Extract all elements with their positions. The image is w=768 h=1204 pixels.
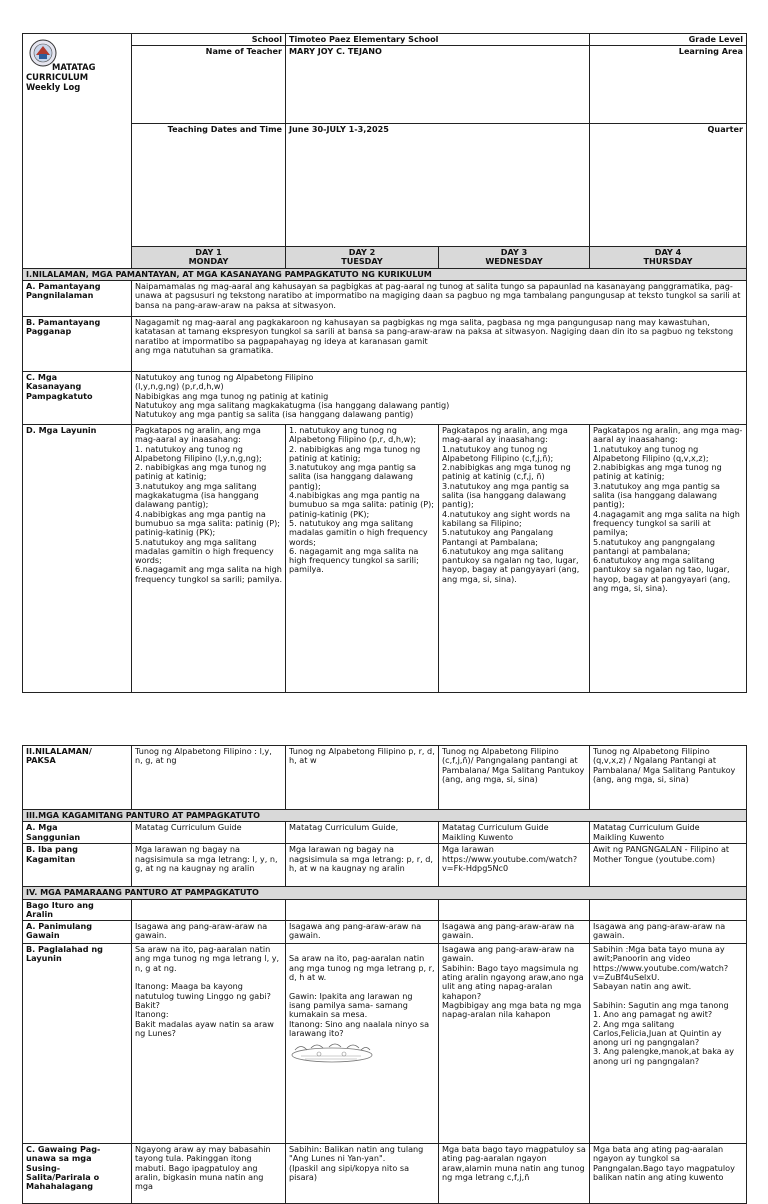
school-value: Timoteo Paez Elementary School: [286, 34, 590, 46]
topic-day-3: Tunog ng Alpabetong Filipino (c,f,j,ñ)/ Pangngalang pantangi at Pambalana/ Mga Salitang Pantukoy (ang, ang mga, si, sina): [439, 745, 590, 809]
teaching-dates-label: Teaching Dates and Time: [132, 123, 286, 246]
logo-caption: MATATAG CURRICULUM Weekly Log: [26, 62, 96, 92]
unlocking-day-4: Mga bata ang ating pag-aaralan ngayon ay tungkol sa Pangngalan.Bago tayo magpatuloy balikan natin ang ating kuwento: [590, 1144, 747, 1204]
references-day-3: Matatag Curriculum Guide Maikling Kuwento: [439, 822, 590, 844]
materials-day-1: Mga larawan ng bagay na nagsisimula sa mga letrang: l, y, n, g, at ng na kaugnay ng aralin: [132, 844, 286, 887]
preliminary-day-1: Isagawa ang pang-araw-araw na gawain.: [132, 921, 286, 944]
weekly-log-page: [22, 33, 746, 1204]
objectives-day-1: Pagkatapos ng aralin, ang mga mag-aaral ay inaasahang: 1. natutukoy ang tunog ng Alpabetong Filipino (l,y,n,g,ng); 2. nabibigkas ang mga tunog ng patinig at katinig; 3.natutukoy ang mga salitang magkakatugma (isa hanggang dalawang pantig); 4.nabibigkas ang mga pantig na bumubuo sa mga salita: patinig (P); patinig-katinig (PK); 5.natutukoy ang mga salitang madalas gamitin o high frequency words; 6.nagagamit ang mga salita na high frequency tungkol sa sarili; pamilya.: [132, 424, 286, 692]
objectives-day-3: Pagkatapos ng aralin, ang mga mag-aaral ay inaasahang: 1.natutukoy ang tunog ng Alpabetong Filipino (c,f,j,ñ); 2.nabibigkas ang mga tunog ng patinig at katinig (c,f,j, ñ) 3.natutukoy ang mga pantig sa salita (isa hanggang dalawang pantig); 4.natutukoy ang sight words na kabilang sa Filipino; 5.natutukoy ang Pangalang Pantangi at Pambalana; 6.natutukoy ang mga salitang pantukoy sa ngalan ng tao, lugar, hayop, bagay at pangyayari (ang, ang mga, si, sina).: [439, 424, 590, 692]
preliminary-day-2: Isagawa ang pang-araw-araw na gawain.: [286, 921, 439, 944]
school-label: School: [132, 34, 286, 46]
references-day-4: Matatag Curriculum Guide Maikling Kuwento: [590, 822, 747, 844]
before-lesson-label: Bago Ituro ang Aralin: [23, 899, 132, 921]
page-break-gap: [22, 693, 746, 745]
before-lesson-day-1: [132, 899, 286, 921]
section-1-title: I.NILALAMAN, MGA PAMANTAYAN, AT MGA KASANAYANG PAMPAGKATUTO NG KURIKULUM: [23, 268, 747, 280]
references-label: A. Mga Sanggunian: [23, 822, 132, 844]
topic-day-1: Tunog ng Alpabetong Filipino : l,y, n, g, at ng: [132, 745, 286, 809]
before-lesson-day-4: [590, 899, 747, 921]
references-day-1: Matatag Curriculum Guide: [132, 822, 286, 844]
day-2-header: DAY 2 TUESDAY: [286, 246, 439, 268]
content-standards-label: A. Pamantayang Pangnilalaman: [23, 280, 132, 316]
content-standards-text: Naipamamalas ng mag-aaral ang kahusayan sa pagbigkas at pag-aaral ng tunog at salita tungo sa papaunlad na kasanayang panggramatika, pag-unawa at pagsusuri ng tekstong naratibo at impormatibo na magiging daan sa pagbuo ng mga tambalang pangungusap at teksto tungkol sa sarili at bansa na pang-araw-araw na paksa at sitwasyon.: [132, 280, 747, 316]
teacher-label: Name of Teacher: [132, 46, 286, 123]
section-3-title: III.MGA KAGAMITANG PANTURO AT PAMPAGKATUTO: [23, 809, 747, 821]
unlocking-day-1: Ngayong araw ay may babasahin tayong tula. Pakinggan itong mabuti. Bago ipagpatuloy ang aralin, bigkasin muna natin ang mga: [132, 1144, 286, 1204]
presenting-objectives-label: B. Paglalahad ng Layunin: [23, 944, 132, 1144]
presenting-day-2-text: Sa araw na ito, pag-aaralan natin ang mga tunog ng mga letrang p, r, d, h at w. Gawin: Ipakita ang larawan ng isang pamilya sama- samang kumakain sa mesa. Itanong: Sino ang naalala ninyo sa larawang ito?: [289, 953, 435, 1038]
performance-standards-label: B. Pamantayang Pagganap: [23, 316, 132, 371]
objectives-day-4: Pagkatapos ng aralin, ang mga mag-aaral ay inaasahang: 1.natutukoy ang tunog ng Alpabetong Filipino (q,v,x,z); 2.nabibigkas ang mga tunog ng patinig at katinig; 3.natutukoy ang mga pantig sa salita (isa hanggang dalawang pantig); 4.nagagamit ang mga salita na high frequency tungkol sa sarili at pamilya; 5.natutukoy ang pangngalang pantangi at pambalana; 6.natutukoy ang mga salitang pantukoy sa ngalan ng tao, lugar, hayop, bagay at pangyayari (ang, ang mga, si, sina).: [590, 424, 747, 692]
before-lesson-day-3: [439, 899, 590, 921]
teacher-value: MARY JOY C. TEJANO: [286, 46, 590, 123]
deped-logo-block: [23, 34, 132, 269]
performance-standards-text: Nagagamit ng mag-aaral ang pagkakaroon ng kahusayan sa pagbigkas ng mga salita, pagbasa ng mga pangungusap nang may kawastuhan, katatasan at tamang ekspresyon tungkol sa sarili at bansa sa pang-araw-araw na paksa at sitwasyon. Nagiging daan din ito sa pagbuo ng tekstong naratibo at impormatibo sa pagpapahayag ng ideya at karanasan gamit ang mga natutuhan sa gramatika.: [132, 316, 747, 371]
section-4-title: IV. MGA PAMARAANG PANTURO AT PAMPAGKATUTO: [23, 887, 747, 899]
family-eating-sketch-icon: [289, 1042, 375, 1066]
before-lesson-day-2: [286, 899, 439, 921]
content-topic-label: II.NILALAMAN/ PAKSA: [23, 745, 132, 809]
materials-day-4: Awit ng PANGNGALAN - Filipino at Mother Tongue (youtube.com): [590, 844, 747, 887]
objectives-label: D. Mga Layunin: [23, 424, 132, 692]
materials-day-3: Mga larawan https://www.youtube.com/watch?v=Fk-Hdpg5Nc0: [439, 844, 590, 887]
grade-level-label: Grade Level: [590, 34, 747, 46]
preliminary-day-3: Isagawa ang pang-araw-araw na gawain.: [439, 921, 590, 944]
dll-table-top: [22, 33, 747, 693]
presenting-day-3: Isagawa ang pang-araw-araw na gawain. Sabihin: Bago tayo magsimula ng ating aralin ngayong araw,ano nga ulit ang ating napag-aralan kahapon? Magbibigay ang mga bata ng mga napag-aralan nila kahapon: [439, 944, 590, 1144]
day-4-header: DAY 4 THURSDAY: [590, 246, 747, 268]
materials-day-2: Mga larawan ng bagay na nagsisimula sa mga letrang: p, r, d, h, at w na kaugnay ng aralin: [286, 844, 439, 887]
unlocking-day-3: Mga bata bago tayo magpatuloy sa ating pag-aaralan ngayon araw,alamin muna natin ang tunog ng mga letrang c,f,j,ñ: [439, 1144, 590, 1204]
references-day-2: Matatag Curriculum Guide,: [286, 822, 439, 844]
quarter-label: Quarter: [590, 123, 747, 246]
topic-day-4: Tunog ng Alpabetong Filipino (q,v,x,z) / Ngalang Pantangi at Pambalana/ Mga Salitang Pantukoy (ang, ang mga, si, sina): [590, 745, 747, 809]
other-materials-label: B. Iba pang Kagamitan: [23, 844, 132, 887]
learning-area-label: Learning Area: [590, 46, 747, 123]
day-1-header: DAY 1 MONDAY: [132, 246, 286, 268]
unlocking-day-2: Sabihin: Balikan natin ang tulang "Ang Lunes ni Yan-yan". (Ipaskil ang sipi/kopya nito sa pisara): [286, 1144, 439, 1204]
presenting-day-2: [286, 944, 439, 1144]
teaching-dates-value: June 30-JULY 1-3,2025: [286, 123, 590, 246]
presenting-day-4: Sabihin :Mga bata tayo muna ay awit;Panoorin ang video https://www.youtube.com/watch?v=ZuBf4uSelxU. Sabayan natin ang awit. Sabihin: Sagutin ang mga tanong 1. Ano ang pamagat ng awit? 2. Ang mga salitang Carlos,Felicia,Juan at Quintin ay anong uri ng pangngalan? 3. Ang palengke,manok,at baka ay anong uri ng pangngalan?: [590, 944, 747, 1144]
learning-competencies-text: Natutukoy ang tunog ng Alpabetong Filipino (l,y,n,g,ng) (p,r,d,h,w) Nabibigkas ang mga tunog ng patinig at katinig Natutukoy ang mga salitang magkakatugma (isa hanggang dalawang pantig) Natutukoy ang mga pantig sa salita (isa hanggang dalawang pantig): [132, 371, 747, 424]
presenting-day-1: Sa araw na ito, pag-aaralan natin ang mga tunog ng mga letrang l, y, n, g at ng. Itanong: Maaga ba kayong natutulog tuwing Linggo ng gabi? Bakit? Itanong: Bakit madalas ayaw natin sa araw ng Lunes?: [132, 944, 286, 1144]
unlocking-key-words-label: C. Gawaing Pag- unawa sa mga Susing- Salita/Parirala o Mahahalagang: [23, 1144, 132, 1204]
preliminary-activity-label: A. Panimulang Gawain: [23, 921, 132, 944]
learning-competencies-label: C. Mga Kasanayang Pampagkatuto: [23, 371, 132, 424]
topic-day-2: Tunog ng Alpabetong Filipino p, r, d, h, at w: [286, 745, 439, 809]
dll-table-bottom: [22, 745, 747, 1204]
objectives-day-2: 1. natutukoy ang tunog ng Alpabetong Filipino (p,r, d,h,w); 2. nabibigkas ang mga tunog ng patinig at katinig; 3.natutukoy ang mga pantig sa salita (isa hanggang dalawang pantig); 4.nabibigkas ang mga pantig na bumubuo sa mga salita: patinig (P); patinig-katinig (PK); 5. natutukoy ang mga salitang madalas gamitin o high frequency words; 6. nagagamit ang mga salita na high frequency tungkol sa sarili; pamilya.: [286, 424, 439, 692]
day-3-header: DAY 3 WEDNESDAY: [439, 246, 590, 268]
preliminary-day-4: Isagawa ang pang-araw-araw na gawain.: [590, 921, 747, 944]
